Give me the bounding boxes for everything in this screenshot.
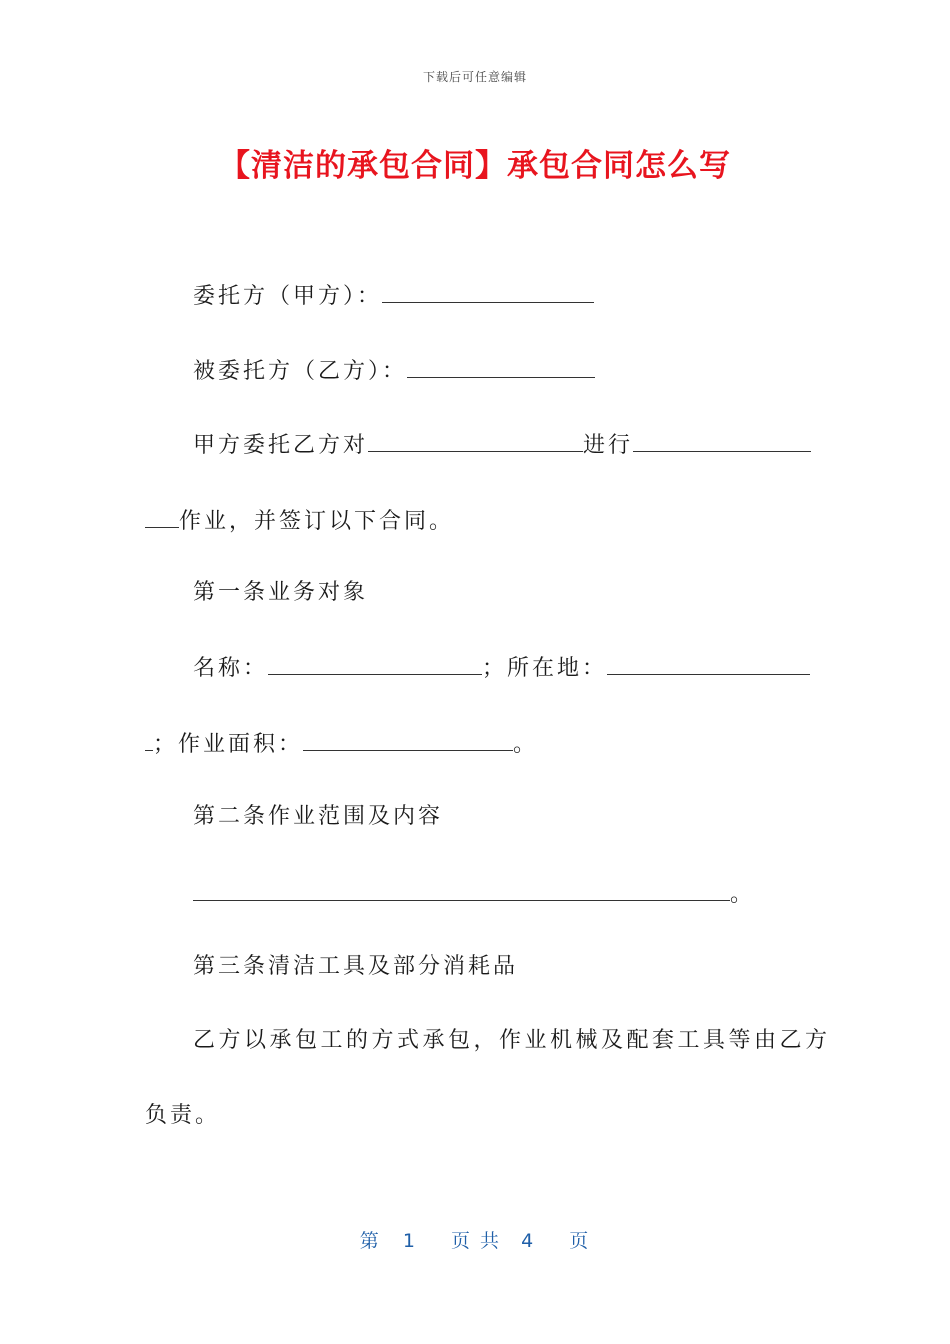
scope-end: 。: [730, 882, 756, 907]
entrust-work-blank[interactable]: [633, 429, 811, 452]
name-blank[interactable]: [268, 652, 482, 675]
name-label: 名称：: [193, 656, 269, 681]
document-title: 【清洁的承包合同】承包合同怎么写: [219, 148, 731, 184]
entrust-text-2: 进行: [583, 433, 634, 458]
location-label: ；所在地：: [482, 656, 608, 681]
header-note: 下载后可任意编辑: [422, 70, 527, 84]
area-end: 。: [513, 732, 539, 757]
entrust-line-1: [193, 429, 811, 459]
party-b-line: [193, 355, 595, 385]
location-blank-cont[interactable]: [145, 728, 153, 751]
article3-text-line-1: 乙方以承包工的方式承包，作业机械及配套工具等由乙方: [193, 1028, 831, 1053]
entrust-object-blank[interactable]: [368, 429, 583, 452]
party-a-blank[interactable]: [382, 280, 594, 303]
footer-prefix: 第: [359, 1230, 381, 1252]
article2-heading: 第二条作业范围及内容: [193, 804, 444, 829]
entrust-text-1: 甲方委托乙方对: [193, 433, 369, 458]
footer-total-pages: 4: [521, 1230, 536, 1252]
footer-middle: 页 共: [450, 1230, 502, 1252]
article3-heading: 第三条清洁工具及部分消耗品: [193, 954, 519, 979]
party-b-blank[interactable]: [407, 355, 595, 378]
location-blank[interactable]: [607, 652, 810, 675]
name-location-line: [193, 652, 810, 682]
scope-line: [193, 878, 755, 908]
entrust-text-3: 作业，并签订以下合同。: [179, 509, 455, 534]
party-b-label: 被委托方（乙方）：: [193, 359, 408, 384]
area-blank[interactable]: [303, 728, 513, 751]
entrust-work-blank-cont[interactable]: [145, 505, 179, 528]
article3-text-line-2: 负责。: [145, 1103, 221, 1128]
article1-heading: 第一条业务对象: [193, 580, 369, 605]
party-a-line: [193, 280, 594, 310]
area-label: ；作业面积：: [153, 732, 304, 757]
entrust-line-2: [145, 505, 454, 535]
scope-blank[interactable]: [193, 878, 730, 901]
footer-current-page: 1: [402, 1230, 417, 1252]
page-footer: [0, 1226, 950, 1253]
footer-suffix: 页: [569, 1230, 591, 1252]
party-a-label: 委托方（甲方）：: [193, 284, 383, 309]
area-line: [145, 728, 538, 758]
